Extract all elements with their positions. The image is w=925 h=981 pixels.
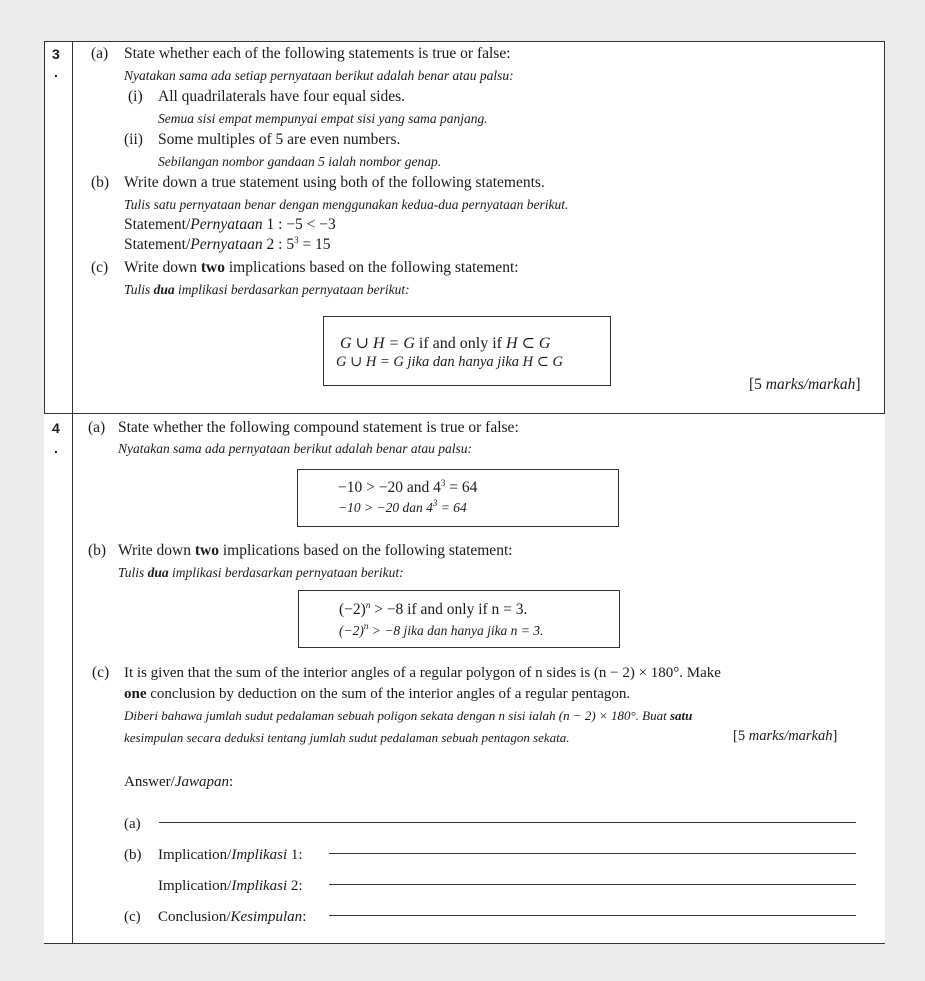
q4c-label: (c): [92, 664, 110, 681]
q4c-ms-line1: [124, 707, 692, 725]
q3c-box-malay: G ∪ H = G jika dan hanya jika H ⊂ G: [336, 354, 563, 370]
q3b-s2-label-ms: Pernyataan: [190, 236, 263, 253]
answer-c-label: (c): [124, 909, 141, 925]
q4a-label: (a): [88, 419, 106, 436]
q3c-box-en-part1: G ∪ H = G: [340, 335, 415, 352]
answer-a-line[interactable]: [159, 822, 856, 823]
answer-concl-ms: Kesimpulan: [230, 909, 303, 925]
q3c-text-bold: two: [200, 259, 225, 276]
q3b-s1-label: Statement/: [124, 216, 191, 233]
q4b-label: (b): [88, 542, 107, 559]
q4c-ms1-bold: satu: [669, 708, 693, 723]
answer-impl2-ms: Implikasi: [231, 878, 288, 894]
q3c-label: (c): [91, 259, 109, 276]
q3-number-dot: .: [54, 64, 58, 80]
q4-marks-close: ]: [832, 728, 838, 744]
frame-top-border: [44, 41, 885, 42]
q4a-statement-box: [297, 469, 619, 527]
q3b-s1-label-ms: Pernyataan: [190, 216, 263, 233]
answer-conclusion: [158, 908, 306, 926]
q3b-s2-label: Statement/: [124, 236, 191, 253]
answer-concl-colon: :: [302, 909, 307, 925]
q3-marks-open: [5: [749, 376, 766, 393]
answer-concl-en: Conclusion/: [158, 909, 231, 925]
q4b-box-en-exp: n: [365, 600, 371, 610]
q4c-line2-bold: one: [124, 686, 147, 702]
q4a-text: State whether the following compound statement is true or false:: [118, 419, 519, 436]
q3c-text-ms-bold: dua: [153, 282, 175, 297]
q4b-text-post: implications based on the following statement:: [218, 542, 513, 559]
frame-bottom-border: [44, 943, 885, 944]
q4b-text-ms-pre: Tulis: [118, 565, 148, 580]
q3-marks-ms: marks/markah: [765, 376, 856, 393]
answer-implication-2-line[interactable]: [329, 884, 856, 885]
q3c-text-pre: Write down: [124, 259, 201, 276]
q4a-box-en-pre: −10 > −20 and 4: [338, 479, 441, 496]
q3b-s2-rest: = 15: [298, 236, 331, 253]
answer-heading-ms: Jawapan: [174, 774, 229, 790]
q4b-text: [118, 542, 513, 560]
q3a-label: (a): [91, 45, 109, 62]
answer-heading: [124, 773, 233, 791]
q4c-line2: [124, 685, 630, 703]
q3a-ii-label: (ii): [124, 131, 143, 148]
q4c-ms1-pre: Diberi bahawa jumlah sudut pedalaman sebuah poligon sekata dengan n sisi ialah (n − 2) × 180°. Buat: [124, 708, 670, 723]
q4b-box-ms-pre: (−2): [339, 623, 364, 638]
q3a-i-text: All quadrilaterals have four equal sides.: [158, 88, 406, 105]
q4a-box-english: [338, 479, 477, 497]
q3b-statement-1: [124, 216, 336, 234]
q3a-ii-text: Some multiples of 5 are even numbers.: [158, 131, 401, 148]
q4a-box-ms-pre: −10 > −20 dan 4: [338, 500, 433, 515]
answer-implication-1: [158, 846, 303, 864]
q3b-statement-2: [124, 236, 331, 254]
answer-heading-en: Answer/: [124, 774, 175, 790]
answer-impl2-en: Implication/: [158, 878, 232, 894]
q4b-text-ms: [118, 564, 404, 582]
q3c-box-en-part2: if and only if: [414, 335, 506, 352]
q3a-text-ms: Nyatakan sama ada setiap pernyataan berikut adalah benar atau palsu:: [124, 68, 514, 83]
q3c-text-ms-post: implikasi berdasarkan pernyataan berikut:: [174, 282, 410, 297]
q4b-box-malay: [339, 623, 543, 639]
q4c-line1: It is given that the sum of the interior angles of a regular polygon of n sides is (n − 2) × 180°. Make: [124, 665, 721, 681]
q3c-statement-box: [323, 316, 611, 386]
q3b-text-ms: Tulis satu pernyataan benar dengan menggunakan kedua-dua pernyataan berikut.: [124, 197, 569, 212]
q4-number-dot: .: [54, 440, 58, 456]
q4b-text-ms-post: implikasi berdasarkan pernyataan berikut:: [168, 565, 404, 580]
answer-heading-colon: :: [229, 774, 234, 790]
q3c-text-ms-pre: Tulis: [124, 282, 154, 297]
q3-marks: [749, 376, 861, 394]
q3a-i-text-ms: Semua sisi empat mempunyai empat sisi yang sama panjang.: [158, 111, 488, 126]
frame-left-border: [44, 41, 45, 413]
q3b-label: (b): [91, 174, 110, 191]
q3b-s1-expr: −5 < −3: [286, 216, 336, 233]
answer-conclusion-line[interactable]: [329, 915, 856, 916]
q3c-box-english: [340, 333, 550, 353]
q4c-line2-post: conclusion by deduction on the sum of the interior angles of a regular pentagon.: [146, 686, 631, 702]
q3-number: 3: [52, 46, 60, 62]
q4-marks: [733, 727, 837, 745]
q3c-text-ms: [124, 281, 410, 299]
frame-right-border: [884, 41, 885, 413]
q4a-box-ms-post: = 64: [437, 500, 467, 515]
q3b-text: Write down a true statement using both of the following statements.: [124, 174, 545, 191]
q4b-box-ms-post: > −8 jika dan hanya jika n = 3.: [368, 623, 544, 638]
q4c-ms-line2: kesimpulan secara deduksi tentang jumlah sudut pedalaman sebuah pentagon sekata.: [124, 730, 570, 745]
answer-implication-2: [158, 877, 303, 895]
q4a-box-malay: [338, 500, 467, 516]
frame-divider-vertical: [72, 41, 73, 943]
q4b-text-pre: Write down: [118, 542, 195, 559]
q3a-i-label: (i): [128, 88, 143, 105]
q4b-box-en-pre: (−2): [339, 601, 366, 618]
q4b-box-en-post: > −8 if and only if n = 3.: [370, 601, 528, 618]
q3b-s2-exponent: 3: [294, 235, 299, 245]
q4b-box-english: [339, 601, 527, 619]
q3a-text: State whether each of the following statements is true or false:: [124, 45, 511, 62]
q3b-s2-num: 2 :: [266, 236, 283, 253]
q4-number: 4: [52, 420, 60, 436]
q3a-ii-text-ms: Sebilangan nombor gandaan 5 ialah nombor genap.: [158, 154, 442, 169]
q4b-statement-box: [298, 590, 620, 648]
q4b-text-ms-bold: dua: [147, 565, 169, 580]
q4a-box-ms-exp: 3: [432, 498, 438, 508]
q3b-s1-num: 1 :: [266, 216, 283, 233]
q4b-box-ms-exp: n: [363, 621, 369, 631]
q4-marks-ms: marks/markah: [748, 728, 833, 744]
answer-impl1-ms: Implikasi: [231, 847, 288, 863]
q3-marks-close: ]: [855, 376, 861, 393]
answer-impl2-num: 2:: [287, 878, 303, 894]
answer-b-label: (b): [124, 847, 142, 863]
q3b-s2-base: 5: [286, 236, 295, 253]
q3c-text-post: implications based on the following statement:: [224, 259, 519, 276]
answer-implication-1-line[interactable]: [329, 853, 856, 854]
answer-a-label: (a): [124, 816, 141, 832]
answer-impl1-num: 1:: [287, 847, 303, 863]
answer-impl1-en: Implication/: [158, 847, 232, 863]
q3c-box-en-part3: H ⊂ G: [505, 335, 551, 352]
q4a-box-en-exp: 3: [440, 478, 446, 488]
q4b-text-bold: two: [194, 542, 219, 559]
q4a-box-en-post: = 64: [445, 479, 478, 496]
question-divider-horizontal: [44, 413, 885, 414]
q3c-text: [124, 259, 519, 277]
q4a-text-ms: Nyatakan sama ada pernyataan berikut adalah benar atau palsu:: [118, 441, 472, 456]
q4-marks-open: [5: [733, 728, 749, 744]
